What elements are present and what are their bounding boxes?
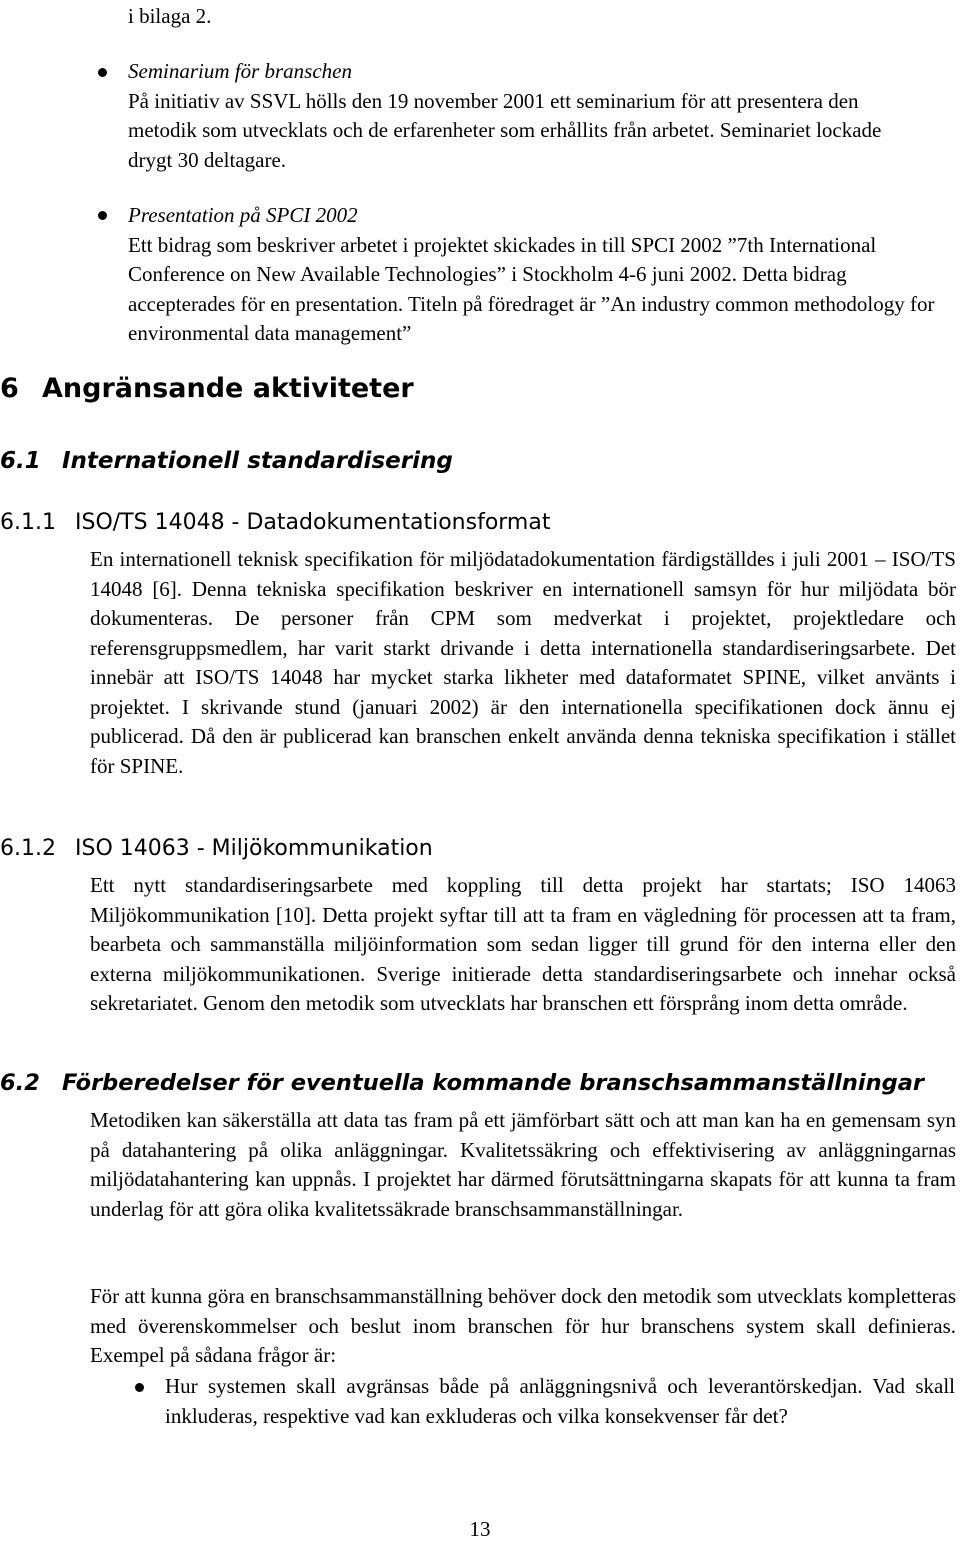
paragraph: En internationell teknisk specifikation för miljödatadokumentation färdigställdes i juli 2001 – ISO/TS 14048 [6]. Denna tekniska specifikation beskriver en internationell samsyn för hur miljödata bör dokumenteras. De personer från CPM som medverkat i projektet, projektledare och referensgruppsmedlem, har varit starkt drivande i detta internationella standardiseringsarbete. Det innebär att ISO/TS 14048 har mycket starka likheter med dataformatet SPINE, vilket använts i projektet. I skrivande stund (januari 2002) är den internationella specifikationen dock ännu ej publicerad. Då den är publicerad kan branschen enkelt använda denna tekniska specifikation i stället för SPINE. [90, 547, 956, 778]
bullet-text: Hur systemen skall avgränsas både på anläggningsnivå och leverantörskedjan. Vad skall inkluderas, respektive vad kan exkluderas och vilka konsekvenser får det? [165, 1374, 955, 1428]
section-title: Angränsande aktiviteter [42, 373, 414, 404]
subsection-number: 6.2 [0, 1070, 40, 1096]
paragraph: För att kunna göra en branschsammanställning behöver dock den metodik som utvecklats kompletteras med överenskommelser och beslut inom branschen för hur branschens system skall definieras. Exempel på sådana frågor är: [90, 1284, 956, 1367]
subsection-title: Internationell standardisering [62, 448, 453, 474]
subsubsection-heading [0, 836, 940, 861]
subsection-number: 6.1 [0, 448, 41, 474]
subsubsection-heading [0, 510, 940, 535]
subsubsection-number: 6.1.1 [0, 510, 56, 535]
subsubsection-title: ISO/TS 14048 - Datadokumentationsformat [75, 510, 551, 535]
bullet-item [128, 201, 948, 349]
section-number: 6 [0, 373, 19, 404]
bullet-text: På initiativ av SSVL hölls den 19 november 2001 ett seminarium för att presentera den metodik som utvecklats och de erfarenheter som erhållits från arbetet. Seminariet lockade drygt 30 deltagare. [128, 88, 882, 172]
paragraph: Ett nytt standardiseringsarbete med koppling till detta projekt har startats; ISO 14063 Miljökommunikation [10]. Detta projekt syftar till att ta fram en vägledning för processen att ta fram, bearbeta och sammanställa miljöinformation som sedan ligger till grund för den interna eller den externa miljökommunikationen. Sverige initierade detta standardiseringsarbete och innehar också sekretariatet. Genom den metodik som utvecklats har branschen ett försprång inom detta område. [90, 873, 956, 1015]
subsubsection-title: ISO 14063 - Miljökommunikation [75, 836, 433, 861]
subsection-title: Förberedelser för eventuella kommande branschsammanställningar [62, 1070, 925, 1096]
bullet-text: Ett bidrag som beskriver arbetet i projektet skickades in till SPCI 2002 ”7th International Conference on New Available Technologies” i Stockholm 4-6 juni 2002. Detta bidrag accepterades för en presentation. Titeln på föredraget är ”An industry common methodology for environmental data management” [128, 232, 935, 345]
bullet-title: Presentation på SPCI 2002 [128, 203, 358, 227]
bullet-icon [98, 68, 107, 77]
bullet-title: Seminarium för branschen [128, 59, 352, 83]
subsubsection-number: 6.1.2 [0, 836, 56, 861]
bullet-icon [98, 211, 107, 220]
bullet-item [128, 57, 928, 175]
bullet-icon [135, 1383, 144, 1392]
paragraph: Metodiken kan säkerställa att data tas fram på ett jämförbart sätt och att man kan ha en gemensam syn på datahantering på olika anläggningar. Kvalitetssäkring och effektivisering av anläggningarnas miljödatahantering kan uppnås. I projektet har därmed förutsättningarna skapats för att kunna ta fram underlag för att göra olika kvalitetssäkrade branschsammanställningar. [90, 1108, 956, 1221]
subsection-heading [0, 448, 940, 474]
page-number: 13 [469, 1517, 491, 1541]
section-heading [0, 373, 940, 404]
subsection-heading [0, 1070, 958, 1096]
continued-text: i bilaga 2. [128, 4, 212, 28]
